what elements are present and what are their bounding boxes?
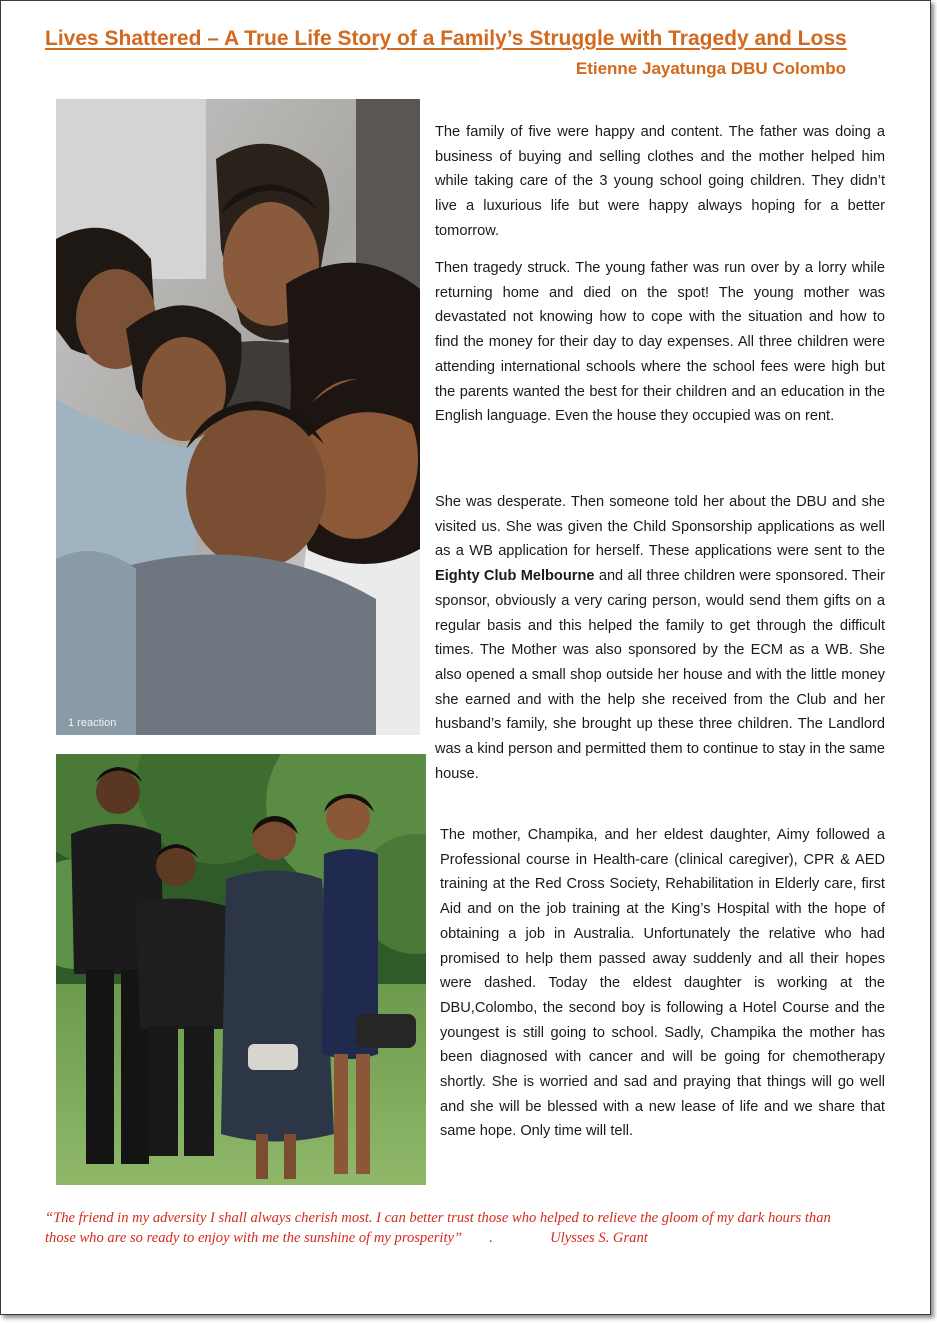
- family-selfie-photo: [56, 99, 420, 735]
- story-paragraph-1: The family of five were happy and content. The father was doing a business of buying and selling clothes and the mother helped him while taking care of the 3 young school going children. They didn’t live a luxurious life but were happy always hoping for a better tomorrow.: [435, 124, 885, 239]
- article-title: Lives Shattered – A True Life Story of a Family’s Struggle with Tragedy and Loss: [45, 27, 847, 50]
- quote-separator: .: [489, 1229, 493, 1246]
- story-paragraph-3-start: She was desperate. Then someone told her about the DBU and she visited us. She was given the Child Sponsorship applications as well as a WB application for herself. These applications were sent to the: [435, 494, 885, 560]
- quote-attribution: Ulysses S. Grant: [550, 1229, 648, 1246]
- story-paragraph-4: The mother, Champika, and her eldest daughter, Aimy followed a Professional course in Health-care (clinical caregiver), CPR & AED training at the Red Cross Society, Rehabilitation in Elderly care, first Aid and on the job training at the King’s Hospital with the hope of obtaining a job in Australia. Unfortunately the relative who had promised to help them passed away suddenly and all their hopes were dashed. Today the eldest daughter is working at the DBU,Colombo, the second boy is following a Hotel Course and the youngest is still going to school. Sadly, Champika the mother has been diagnosed with cancer and will be going for chemotherapy shortly. She is worried and sad and praying that things will go well and she will be blessed with a new lease of life and we share that same hope. Only time will tell.: [440, 827, 885, 1140]
- family-portrait-illustration: [56, 754, 426, 1185]
- story-paragraph-2: Then tragedy struck. The young father was run over by a lorry while returning home and died on the spot! The young mother was devastated not knowing how to cope with the situation and how to find the money for their day to day expenses. All three children were attending international schools where the school fees were high but the parents wanted the best for their children and an education in the English language. Even the house they occupied was on rent.: [435, 260, 885, 425]
- story-paragraph-3-end: and all three children were sponsored. Their sponsor, obviously a very caring person, would send them gifts on a regular basis and this helped the family to get through the difficult times. The Mother was also sponsored by the ECM as a WB. She also opened a small shop outside her house and with the little money she earned and with the help she received from the Club and her husband’s family, she brought up these three children. The Landlord was a kind person and permitted them to continue to stay in the same house.: [435, 568, 885, 782]
- quote-text: “The friend in my adversity I shall always cherish most. I can better trust those who helped to relieve the gloom of my dark hours than those who are so ready to enjoy with me the sunshine of my prosperity”: [45, 1210, 831, 1246]
- story-paragraph-3: [435, 490, 885, 786]
- family-selfie-illustration: [56, 99, 420, 735]
- closing-quote: [45, 1209, 865, 1248]
- article-author: Etienne Jayatunga DBU Colombo: [575, 59, 846, 78]
- family-portrait-photo: [56, 754, 426, 1185]
- sponsor-name: Eighty Club Melbourne: [435, 568, 595, 585]
- reaction-count: 1 reaction: [68, 717, 117, 729]
